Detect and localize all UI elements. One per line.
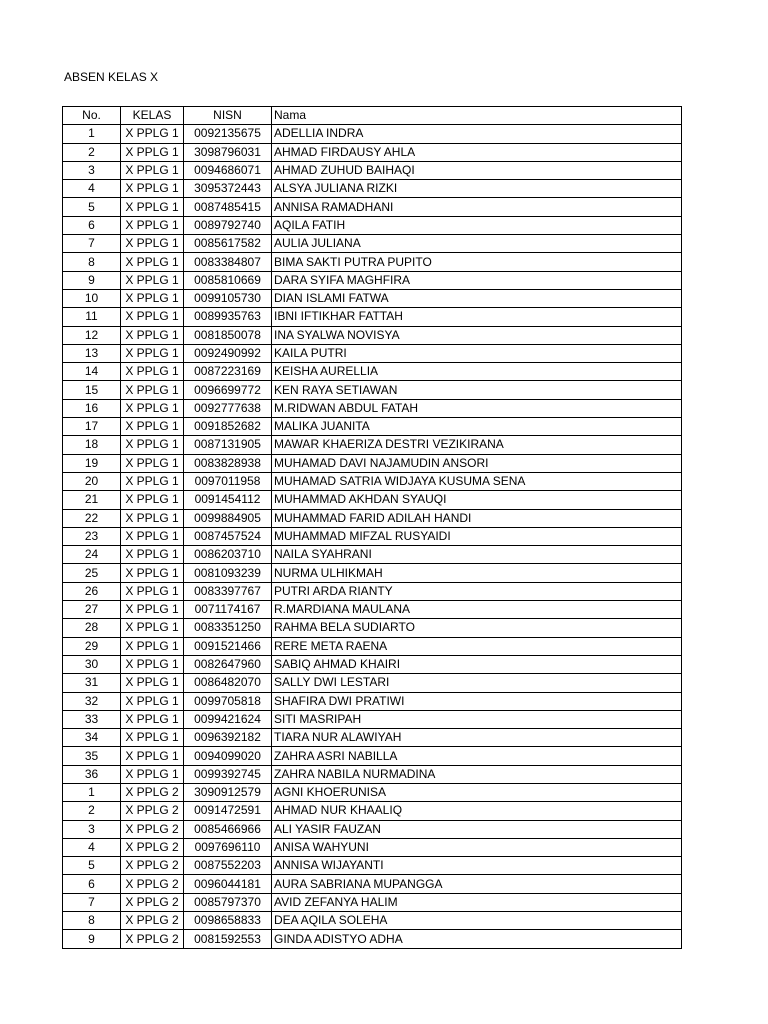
table-row xyxy=(63,564,682,582)
cell-nama: RAHMA BELA SUDIARTO xyxy=(272,619,682,637)
cell-no: 3 xyxy=(63,820,121,838)
cell-kelas: X PPLG 1 xyxy=(121,216,184,234)
cell-nisn: 0085617582 xyxy=(184,235,272,253)
cell-nisn: 0098658833 xyxy=(184,912,272,930)
header-nisn: NISN xyxy=(184,107,272,125)
table-body xyxy=(63,125,682,948)
cell-kelas: X PPLG 2 xyxy=(121,838,184,856)
cell-nama: ADELLIA INDRA xyxy=(272,125,682,143)
cell-nama: ZAHRA ASRI NABILLA xyxy=(272,747,682,765)
cell-no: 9 xyxy=(63,930,121,948)
table-row xyxy=(63,161,682,179)
table-row xyxy=(63,436,682,454)
cell-nisn: 0092135675 xyxy=(184,125,272,143)
cell-kelas: X PPLG 1 xyxy=(121,472,184,490)
cell-no: 2 xyxy=(63,802,121,820)
cell-nama: ALSYA JULIANA RIZKI xyxy=(272,180,682,198)
cell-nama: NURMA ULHIKMAH xyxy=(272,564,682,582)
cell-kelas: X PPLG 1 xyxy=(121,418,184,436)
cell-no: 7 xyxy=(63,235,121,253)
cell-nama: AGNI KHOERUNISA xyxy=(272,783,682,801)
cell-no: 19 xyxy=(63,454,121,472)
table-row xyxy=(63,509,682,527)
cell-nisn: 0083397767 xyxy=(184,582,272,600)
cell-no: 22 xyxy=(63,509,121,527)
header-nama: Nama xyxy=(272,107,682,125)
cell-nisn: 3095372443 xyxy=(184,180,272,198)
table-row xyxy=(63,326,682,344)
cell-no: 30 xyxy=(63,655,121,673)
cell-nisn: 0087457524 xyxy=(184,527,272,545)
cell-no: 23 xyxy=(63,527,121,545)
cell-nama: BIMA SAKTI PUTRA PUPITO xyxy=(272,253,682,271)
cell-nama: ALI YASIR FAUZAN xyxy=(272,820,682,838)
cell-kelas: X PPLG 1 xyxy=(121,180,184,198)
table-row xyxy=(63,381,682,399)
cell-nisn: 0083384807 xyxy=(184,253,272,271)
cell-nisn: 0082647960 xyxy=(184,655,272,673)
table-row xyxy=(63,912,682,930)
cell-nisn: 0087552203 xyxy=(184,857,272,875)
cell-kelas: X PPLG 2 xyxy=(121,802,184,820)
table-row xyxy=(63,637,682,655)
cell-nisn: 0091472591 xyxy=(184,802,272,820)
cell-nama: AHMAD FIRDAUSY AHLA xyxy=(272,143,682,161)
cell-kelas: X PPLG 1 xyxy=(121,326,184,344)
table-row xyxy=(63,418,682,436)
cell-kelas: X PPLG 2 xyxy=(121,930,184,948)
cell-nama: DEA AQILA SOLEHA xyxy=(272,912,682,930)
cell-kelas: X PPLG 1 xyxy=(121,582,184,600)
table-row xyxy=(63,308,682,326)
cell-no: 4 xyxy=(63,838,121,856)
table-header-row xyxy=(63,107,682,125)
table-row xyxy=(63,692,682,710)
attendance-table xyxy=(62,106,682,949)
cell-nama: MUHAMMAD AKHDAN SYAUQI xyxy=(272,491,682,509)
cell-nisn: 0071174167 xyxy=(184,601,272,619)
cell-no: 35 xyxy=(63,747,121,765)
cell-kelas: X PPLG 2 xyxy=(121,820,184,838)
cell-kelas: X PPLG 2 xyxy=(121,783,184,801)
cell-no: 16 xyxy=(63,399,121,417)
cell-nisn: 3098796031 xyxy=(184,143,272,161)
cell-no: 14 xyxy=(63,363,121,381)
cell-nama: MUHAMAD DAVI NAJAMUDIN ANSORI xyxy=(272,454,682,472)
table-row xyxy=(63,363,682,381)
cell-kelas: X PPLG 1 xyxy=(121,564,184,582)
cell-kelas: X PPLG 2 xyxy=(121,912,184,930)
cell-no: 4 xyxy=(63,180,121,198)
cell-nama: AHMAD ZUHUD BAIHAQI xyxy=(272,161,682,179)
cell-nisn: 0086482070 xyxy=(184,674,272,692)
cell-nisn: 0087131905 xyxy=(184,436,272,454)
cell-no: 20 xyxy=(63,472,121,490)
cell-nisn: 0087485415 xyxy=(184,198,272,216)
header-kelas: KELAS xyxy=(121,107,184,125)
cell-nisn: 0094099020 xyxy=(184,747,272,765)
cell-kelas: X PPLG 1 xyxy=(121,344,184,362)
table-row xyxy=(63,125,682,143)
cell-nama: SITI MASRIPAH xyxy=(272,710,682,728)
table-row xyxy=(63,180,682,198)
cell-nama: AVID ZEFANYA HALIM xyxy=(272,893,682,911)
cell-kelas: X PPLG 1 xyxy=(121,454,184,472)
cell-no: 11 xyxy=(63,308,121,326)
table-row xyxy=(63,235,682,253)
cell-no: 8 xyxy=(63,253,121,271)
cell-kelas: X PPLG 2 xyxy=(121,875,184,893)
cell-nisn: 0096044181 xyxy=(184,875,272,893)
table-row xyxy=(63,930,682,948)
cell-nama: AQILA FATIH xyxy=(272,216,682,234)
cell-kelas: X PPLG 1 xyxy=(121,289,184,307)
page-title: ABSEN KELAS X xyxy=(64,70,159,84)
table-row xyxy=(63,765,682,783)
cell-no: 5 xyxy=(63,857,121,875)
cell-no: 6 xyxy=(63,216,121,234)
table-row xyxy=(63,344,682,362)
cell-nama: AULIA JULIANA xyxy=(272,235,682,253)
cell-nisn: 0092777638 xyxy=(184,399,272,417)
cell-nisn: 0099421624 xyxy=(184,710,272,728)
cell-kelas: X PPLG 1 xyxy=(121,619,184,637)
cell-nama: KEN RAYA SETIAWAN xyxy=(272,381,682,399)
cell-kelas: X PPLG 1 xyxy=(121,491,184,509)
cell-no: 18 xyxy=(63,436,121,454)
cell-kelas: X PPLG 1 xyxy=(121,601,184,619)
cell-nama: AHMAD NUR KHAALIQ xyxy=(272,802,682,820)
cell-nama: MUHAMMAD FARID ADILAH HANDI xyxy=(272,509,682,527)
table-row xyxy=(63,527,682,545)
cell-no: 15 xyxy=(63,381,121,399)
cell-no: 24 xyxy=(63,546,121,564)
table-row xyxy=(63,619,682,637)
cell-no: 33 xyxy=(63,710,121,728)
cell-kelas: X PPLG 1 xyxy=(121,399,184,417)
cell-nama: GINDA ADISTYO ADHA xyxy=(272,930,682,948)
table-row xyxy=(63,893,682,911)
cell-nama: KEISHA AURELLIA xyxy=(272,363,682,381)
cell-nisn: 0099884905 xyxy=(184,509,272,527)
cell-kelas: X PPLG 1 xyxy=(121,655,184,673)
table-row xyxy=(63,289,682,307)
cell-no: 2 xyxy=(63,143,121,161)
cell-no: 28 xyxy=(63,619,121,637)
cell-no: 31 xyxy=(63,674,121,692)
cell-nisn: 0081850078 xyxy=(184,326,272,344)
cell-nisn: 0085810669 xyxy=(184,271,272,289)
cell-kelas: X PPLG 1 xyxy=(121,125,184,143)
cell-no: 26 xyxy=(63,582,121,600)
cell-kelas: X PPLG 1 xyxy=(121,436,184,454)
table-row xyxy=(63,674,682,692)
cell-nama: ANISA WAHYUNI xyxy=(272,838,682,856)
cell-nama: SALLY DWI LESTARI xyxy=(272,674,682,692)
cell-nama: SHAFIRA DWI PRATIWI xyxy=(272,692,682,710)
cell-nisn: 0085797370 xyxy=(184,893,272,911)
cell-kelas: X PPLG 2 xyxy=(121,857,184,875)
table-row xyxy=(63,820,682,838)
cell-nama: IBNI IFTIKHAR FATTAH xyxy=(272,308,682,326)
cell-nisn: 0083351250 xyxy=(184,619,272,637)
cell-no: 34 xyxy=(63,729,121,747)
cell-nama: DIAN ISLAMI FATWA xyxy=(272,289,682,307)
cell-kelas: X PPLG 1 xyxy=(121,674,184,692)
cell-nama: TIARA NUR ALAWIYAH xyxy=(272,729,682,747)
cell-kelas: X PPLG 1 xyxy=(121,253,184,271)
table-row xyxy=(63,875,682,893)
table-row xyxy=(63,802,682,820)
cell-nisn: 0087223169 xyxy=(184,363,272,381)
cell-kelas: X PPLG 1 xyxy=(121,198,184,216)
table-row xyxy=(63,253,682,271)
cell-nisn: 0099392745 xyxy=(184,765,272,783)
cell-no: 25 xyxy=(63,564,121,582)
cell-nisn: 0094686071 xyxy=(184,161,272,179)
table-row xyxy=(63,710,682,728)
cell-nama: MUHAMMAD MIFZAL RUSYAIDI xyxy=(272,527,682,545)
table-row xyxy=(63,472,682,490)
cell-nisn: 0096392182 xyxy=(184,729,272,747)
header-no: No. xyxy=(63,107,121,125)
cell-nisn: 0081592553 xyxy=(184,930,272,948)
cell-kelas: X PPLG 1 xyxy=(121,692,184,710)
cell-no: 1 xyxy=(63,125,121,143)
cell-kelas: X PPLG 1 xyxy=(121,143,184,161)
table-row xyxy=(63,198,682,216)
cell-kelas: X PPLG 1 xyxy=(121,271,184,289)
cell-nisn: 0092490992 xyxy=(184,344,272,362)
table-row xyxy=(63,271,682,289)
cell-nisn: 0086203710 xyxy=(184,546,272,564)
cell-no: 17 xyxy=(63,418,121,436)
table-row xyxy=(63,546,682,564)
cell-nama: PUTRI ARDA RIANTY xyxy=(272,582,682,600)
table-row xyxy=(63,582,682,600)
cell-nama: M.RIDWAN ABDUL FATAH xyxy=(272,399,682,417)
cell-nama: MUHAMAD SATRIA WIDJAYA KUSUMA SENA xyxy=(272,472,682,490)
cell-no: 21 xyxy=(63,491,121,509)
table-row xyxy=(63,491,682,509)
cell-nisn: 0089792740 xyxy=(184,216,272,234)
cell-kelas: X PPLG 1 xyxy=(121,381,184,399)
cell-nama: ZAHRA NABILA NURMADINA xyxy=(272,765,682,783)
cell-no: 12 xyxy=(63,326,121,344)
cell-nama: MALIKA JUANITA xyxy=(272,418,682,436)
cell-nisn: 0097011958 xyxy=(184,472,272,490)
cell-no: 5 xyxy=(63,198,121,216)
cell-no: 6 xyxy=(63,875,121,893)
cell-nama: INA SYALWA NOVISYA xyxy=(272,326,682,344)
cell-nama: R.MARDIANA MAULANA xyxy=(272,601,682,619)
table-row xyxy=(63,399,682,417)
cell-kelas: X PPLG 1 xyxy=(121,527,184,545)
cell-nisn: 0099105730 xyxy=(184,289,272,307)
cell-no: 10 xyxy=(63,289,121,307)
cell-kelas: X PPLG 1 xyxy=(121,235,184,253)
table-row xyxy=(63,143,682,161)
cell-no: 32 xyxy=(63,692,121,710)
cell-no: 27 xyxy=(63,601,121,619)
table-row xyxy=(63,747,682,765)
cell-nama: AURA SABRIANA MUPANGGA xyxy=(272,875,682,893)
cell-nama: DARA SYIFA MAGHFIRA xyxy=(272,271,682,289)
cell-nisn: 0097696110 xyxy=(184,838,272,856)
cell-kelas: X PPLG 1 xyxy=(121,729,184,747)
cell-nisn: 0081093239 xyxy=(184,564,272,582)
cell-nisn: 0091454112 xyxy=(184,491,272,509)
table-row xyxy=(63,655,682,673)
cell-kelas: X PPLG 1 xyxy=(121,710,184,728)
table-row xyxy=(63,729,682,747)
cell-kelas: X PPLG 1 xyxy=(121,765,184,783)
cell-nisn: 0091852682 xyxy=(184,418,272,436)
cell-nisn: 0099705818 xyxy=(184,692,272,710)
cell-nisn: 0091521466 xyxy=(184,637,272,655)
cell-nama: RERE META RAENA xyxy=(272,637,682,655)
cell-kelas: X PPLG 1 xyxy=(121,747,184,765)
table-row xyxy=(63,783,682,801)
cell-nisn: 0096699772 xyxy=(184,381,272,399)
cell-no: 7 xyxy=(63,893,121,911)
table-row xyxy=(63,454,682,472)
cell-nisn: 0089935763 xyxy=(184,308,272,326)
cell-kelas: X PPLG 1 xyxy=(121,161,184,179)
table-row xyxy=(63,857,682,875)
cell-no: 3 xyxy=(63,161,121,179)
cell-nisn: 3090912579 xyxy=(184,783,272,801)
cell-no: 29 xyxy=(63,637,121,655)
cell-nama: MAWAR KHAERIZA DESTRI VEZIKIRANA xyxy=(272,436,682,454)
cell-kelas: X PPLG 1 xyxy=(121,509,184,527)
cell-nama: ANNISA WIJAYANTI xyxy=(272,857,682,875)
cell-nama: ANNISA RAMADHANI xyxy=(272,198,682,216)
table-row xyxy=(63,601,682,619)
cell-no: 36 xyxy=(63,765,121,783)
table-row xyxy=(63,216,682,234)
cell-no: 1 xyxy=(63,783,121,801)
cell-kelas: X PPLG 1 xyxy=(121,546,184,564)
cell-kelas: X PPLG 1 xyxy=(121,308,184,326)
cell-kelas: X PPLG 2 xyxy=(121,893,184,911)
cell-nisn: 0085466966 xyxy=(184,820,272,838)
cell-kelas: X PPLG 1 xyxy=(121,363,184,381)
table-row xyxy=(63,838,682,856)
cell-no: 8 xyxy=(63,912,121,930)
cell-nama: NAILA SYAHRANI xyxy=(272,546,682,564)
cell-nama: SABIQ AHMAD KHAIRI xyxy=(272,655,682,673)
cell-nama: KAILA PUTRI xyxy=(272,344,682,362)
cell-no: 13 xyxy=(63,344,121,362)
cell-no: 9 xyxy=(63,271,121,289)
cell-nisn: 0083828938 xyxy=(184,454,272,472)
cell-kelas: X PPLG 1 xyxy=(121,637,184,655)
